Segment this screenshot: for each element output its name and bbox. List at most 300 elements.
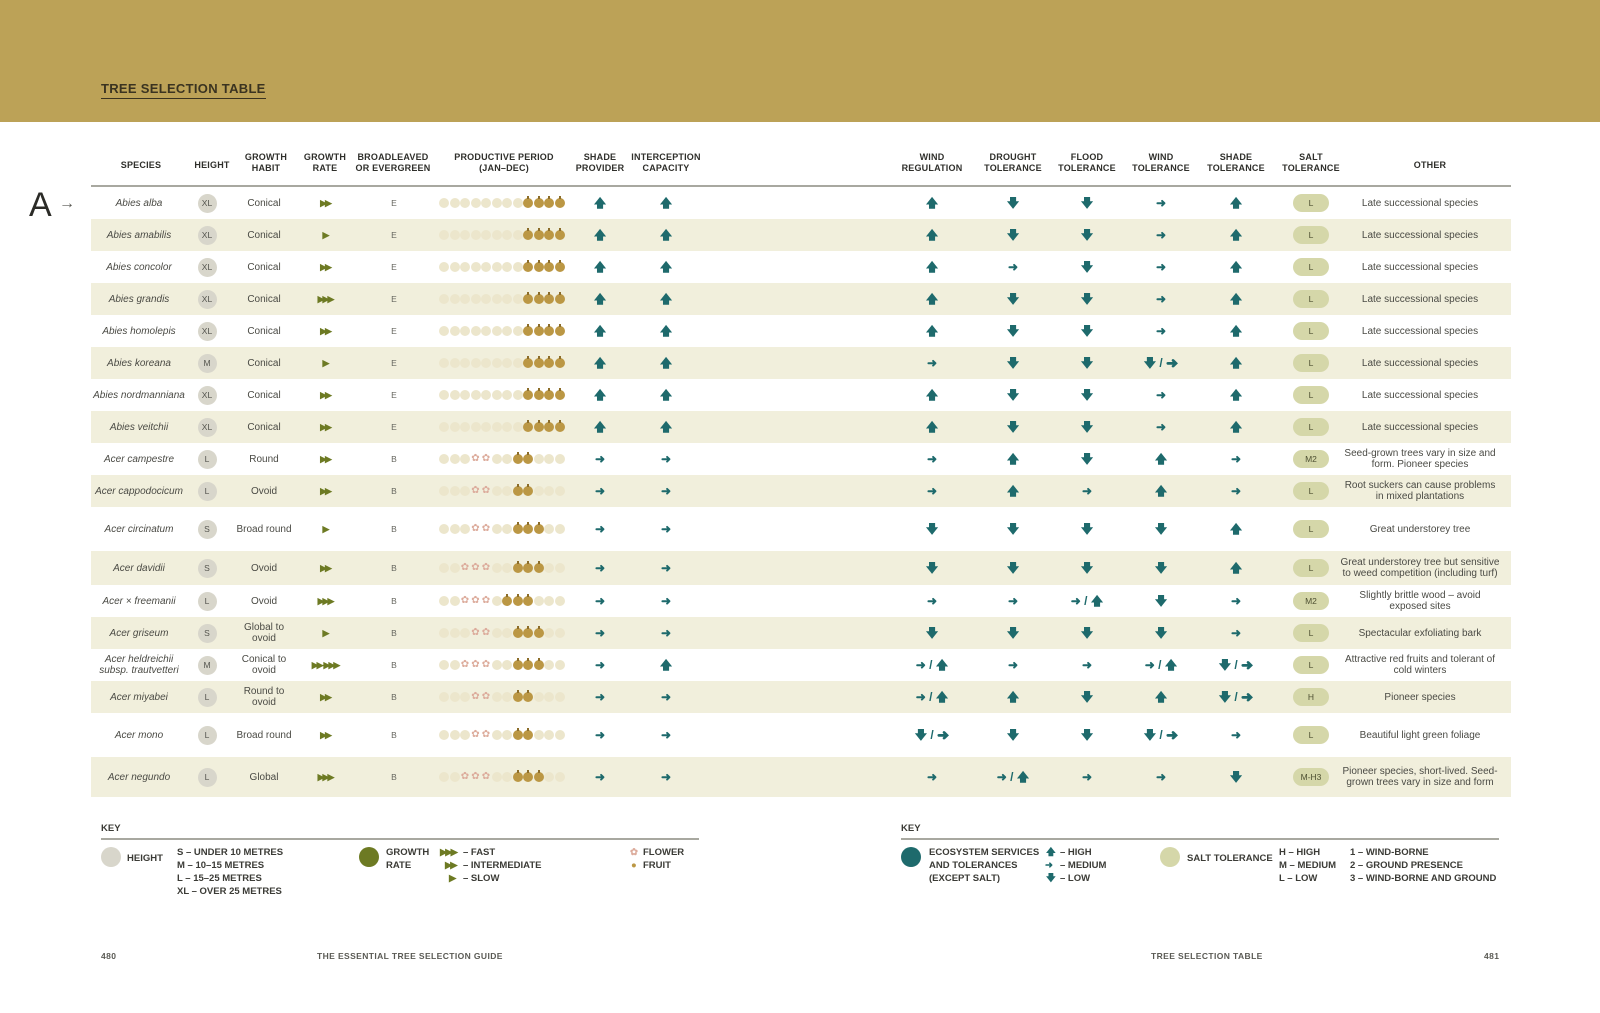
shade-provider-arrow-icon: 🡅 — [593, 355, 607, 370]
height-cell — [192, 187, 222, 219]
flood-tolerance-arrow-icon: ➜ — [1081, 657, 1093, 672]
fruit-icon — [523, 294, 533, 304]
month-dot — [471, 390, 481, 400]
flower-icon: ✿ — [481, 453, 491, 464]
fruit-icon — [534, 390, 544, 400]
salt-tolerance — [1276, 347, 1346, 379]
height-badge: L — [198, 592, 217, 611]
salt-level-high: H – HIGH — [1279, 847, 1321, 858]
growth-key-circle — [359, 847, 379, 867]
month-dot — [471, 262, 481, 272]
height-key-line-3: L – 15–25 METRES — [177, 873, 262, 884]
growth-habit: Conical — [247, 229, 281, 241]
productive-period — [432, 649, 572, 681]
month-dot — [439, 390, 449, 400]
growth-key-label-2: RATE — [386, 860, 412, 871]
month-dot — [481, 294, 491, 304]
fruit-icon — [523, 596, 533, 606]
flower-icon: ✿ — [481, 595, 491, 606]
species-name: Abies grandis — [108, 293, 170, 305]
interception-arrow-icon: ➜ — [660, 560, 672, 575]
month-dot — [460, 422, 470, 432]
month-dot — [555, 454, 565, 464]
table-row — [91, 649, 1511, 681]
interception-arrow-icon: 🡅 — [659, 355, 673, 370]
flower-icon: ✿ — [481, 691, 491, 702]
flower-icon: ✿ — [471, 771, 480, 782]
species-name: Abies veitchii — [109, 421, 169, 433]
species-name: Abies alba — [115, 197, 163, 209]
salt-badge: L — [1293, 386, 1329, 404]
month-dot — [450, 660, 460, 670]
fruit-icon — [555, 230, 565, 240]
species-name: Abies amabilis — [106, 229, 172, 241]
wind-regulation-arrow-icon: ➜ — [926, 355, 938, 370]
height-badge: L — [198, 482, 217, 501]
broadleaved-evergreen: B — [391, 659, 397, 670]
productive-period — [432, 713, 572, 757]
height-badge: XL — [198, 386, 217, 405]
height-badge: L — [198, 688, 217, 707]
drought-tolerance-arrow-icon: 🡇 — [1006, 521, 1020, 536]
height-cell — [192, 585, 222, 617]
flood-tolerance-arrow-icon: 🡇 — [1080, 291, 1094, 306]
broadleaved-evergreen: B — [391, 453, 397, 464]
month-dot — [460, 262, 470, 272]
month-dot — [544, 486, 554, 496]
height-cell — [192, 507, 222, 551]
interception-arrow-icon: 🡅 — [659, 195, 673, 210]
shade-tolerance-arrow-icon: 🡅 — [1229, 521, 1243, 536]
wind-tolerance-arrow-icon: ➜ — [1155, 419, 1167, 434]
shade-tolerance-arrow-icon: ➜ — [1230, 727, 1242, 742]
month-dot — [439, 730, 449, 740]
wind-tolerance-arrow-icon: 🡅 — [1154, 689, 1168, 704]
wind-regulation-arrow-icon: 🡇 / ➜ — [914, 727, 950, 742]
other-notes: Great understorey tree but sensitive to weed competition (including turf) — [1340, 557, 1500, 579]
shade-tolerance-arrow-icon: 🡅 — [1229, 259, 1243, 274]
wind-regulation-arrow-icon: ➜ — [926, 769, 938, 784]
header-growth-habit: GROWTH HABIT — [244, 152, 288, 173]
other-notes: Pioneer species, short-lived. Seed-grown trees vary in size and form — [1342, 766, 1498, 788]
fruit-icon — [513, 730, 523, 740]
month-dot — [450, 422, 460, 432]
table-row — [91, 379, 1511, 411]
other-notes: Late successional species — [1361, 389, 1479, 401]
wind-regulation-arrow-icon: 🡅 — [925, 323, 939, 338]
flood-tolerance-arrow-icon: 🡇 — [1080, 419, 1094, 434]
height-cell — [192, 347, 222, 379]
header-species: SPECIES — [120, 160, 162, 170]
height-badge: M — [198, 656, 217, 675]
broadleaved-evergreen: E — [391, 357, 397, 368]
table-row — [91, 757, 1511, 797]
table-row — [91, 347, 1511, 379]
broadleaved-evergreen: B — [391, 595, 397, 606]
month-dot — [460, 358, 470, 368]
salt-tolerance — [1276, 315, 1346, 347]
month-dot — [502, 422, 512, 432]
month-dot — [460, 294, 470, 304]
month-dot — [502, 772, 512, 782]
interception-arrow-icon: 🡅 — [659, 323, 673, 338]
footer-section-title: TREE SELECTION TABLE — [1151, 951, 1263, 961]
month-dot — [492, 230, 502, 240]
table-row — [91, 219, 1511, 251]
salt-tolerance — [1276, 713, 1346, 757]
fruit-icon — [534, 524, 544, 534]
salt-badge: L — [1293, 354, 1329, 372]
species-name: Acer circinatum — [104, 523, 174, 535]
fruit-icon — [523, 563, 533, 573]
species-name: Acer cappodocicum — [95, 485, 183, 497]
month-dot — [544, 730, 554, 740]
height-cell — [192, 757, 222, 797]
drought-tolerance-arrow-icon: ➜ — [1007, 657, 1019, 672]
flower-icon: ✿ — [460, 595, 470, 606]
month-dot — [555, 486, 565, 496]
flower-icon: ✿ — [481, 771, 491, 782]
month-dot — [492, 486, 502, 496]
month-dot — [439, 596, 449, 606]
high-key-label: – HIGH — [1060, 847, 1092, 858]
month-dot — [502, 294, 512, 304]
flower-icon: ✿ — [460, 771, 470, 782]
growth-rate-icon: ▶▶ — [320, 729, 330, 740]
drought-tolerance-arrow-icon: 🡇 — [1006, 227, 1020, 242]
flood-tolerance-arrow-icon: 🡇 — [1080, 355, 1094, 370]
shade-tolerance-arrow-icon: 🡇 — [1229, 769, 1243, 784]
month-dot — [544, 772, 554, 782]
flood-tolerance-arrow-icon: 🡇 — [1080, 689, 1094, 704]
shade-provider-arrow-icon: 🡅 — [593, 227, 607, 242]
growth-rate-icon: ▶▶ - ▶▶▶ — [311, 659, 339, 670]
month-dot — [555, 692, 565, 702]
growth-rate-icon: ▶▶ — [320, 691, 330, 702]
broadleaved-evergreen: B — [391, 523, 397, 534]
flower-icon: ✿ — [471, 562, 480, 573]
drought-tolerance-arrow-icon: 🡇 — [1006, 291, 1020, 306]
month-dot — [502, 198, 512, 208]
fruit-icon — [513, 772, 523, 782]
species-name: Acer mono — [114, 729, 164, 741]
shade-provider-arrow-icon: ➜ — [594, 521, 606, 536]
flood-tolerance-arrow-icon: 🡇 — [1080, 387, 1094, 402]
interception-arrow-icon: ➜ — [660, 769, 672, 784]
fruit-icon — [544, 326, 554, 336]
month-dot — [502, 262, 512, 272]
height-key-label: HEIGHT — [127, 853, 163, 864]
flower-icon: ✿ — [481, 659, 491, 670]
salt-tolerance — [1276, 219, 1346, 251]
salt-level-medium: M – MEDIUM — [1279, 860, 1336, 871]
table-row — [91, 713, 1511, 757]
month-dot — [513, 358, 523, 368]
section-letter: A — [29, 186, 52, 224]
header-wind-tolerance: WIND TOLERANCE — [1132, 152, 1190, 173]
month-dot — [534, 730, 544, 740]
shade-provider-arrow-icon: 🡅 — [593, 195, 607, 210]
height-cell — [192, 681, 222, 713]
fruit-icon — [544, 294, 554, 304]
height-badge: XL — [198, 418, 217, 437]
shade-tolerance-arrow-icon: 🡅 — [1229, 291, 1243, 306]
wind-regulation-arrow-icon: ➜ — [926, 483, 938, 498]
fruit-icon — [544, 422, 554, 432]
fruit-icon — [534, 198, 544, 208]
month-dot — [460, 326, 470, 336]
month-dot — [492, 563, 502, 573]
month-dot — [492, 660, 502, 670]
month-dot — [555, 772, 565, 782]
month-dot — [513, 198, 523, 208]
salt-badge: H — [1293, 688, 1329, 706]
productive-period — [432, 757, 572, 797]
month-dot — [460, 230, 470, 240]
species-name: Acer miyabei — [110, 691, 168, 703]
month-dot — [460, 524, 470, 534]
fruit-icon — [513, 454, 523, 464]
other-notes: Pioneer species — [1384, 691, 1456, 703]
flower-icon: ✿ — [481, 562, 491, 573]
month-dot — [439, 326, 449, 336]
flood-tolerance-arrow-icon: 🡇 — [1080, 451, 1094, 466]
height-cell — [192, 219, 222, 251]
growth-habit: Ovoid — [250, 595, 278, 607]
interception-arrow-icon: ➜ — [660, 483, 672, 498]
header-wind-regulation: WIND REGULATION — [901, 152, 963, 173]
month-dot — [450, 326, 460, 336]
growth-key-label-1: GROWTH — [386, 847, 430, 858]
fruit-icon — [523, 772, 533, 782]
growth-rate-icon: ▶▶ — [320, 421, 330, 432]
flood-tolerance-arrow-icon: 🡇 — [1080, 521, 1094, 536]
month-dot — [471, 358, 481, 368]
month-dot — [460, 198, 470, 208]
month-dot — [481, 390, 491, 400]
flower-icon: ✿ — [471, 729, 480, 740]
growth-rate-icon: ▶▶ — [320, 485, 330, 496]
month-dot — [450, 563, 460, 573]
fruit-icon — [523, 230, 533, 240]
table-row — [91, 551, 1511, 585]
month-dot — [439, 628, 449, 638]
flower-icon: ✿ — [460, 659, 470, 670]
shade-provider-arrow-icon: ➜ — [594, 625, 606, 640]
drought-tolerance-arrow-icon: 🡇 — [1006, 560, 1020, 575]
wind-tolerance-arrow-icon: ➜ — [1155, 291, 1167, 306]
fruit-icon — [555, 390, 565, 400]
growth-habit: Global — [249, 771, 279, 783]
productive-period — [432, 379, 572, 411]
wind-regulation-arrow-icon: 🡅 — [925, 195, 939, 210]
month-dot — [502, 730, 512, 740]
productive-period — [432, 219, 572, 251]
fruit-icon — [534, 628, 544, 638]
header-interception: INTERCEPTION CAPACITY — [631, 152, 701, 173]
fruit-icon — [513, 692, 523, 702]
productive-period — [432, 347, 572, 379]
high-arrow-icon: 🡅 — [1046, 847, 1056, 858]
salt-badge: L — [1293, 226, 1329, 244]
salt-tolerance — [1276, 187, 1346, 219]
salt-tolerance — [1276, 757, 1346, 797]
month-dot — [534, 596, 544, 606]
fruit-icon — [523, 692, 533, 702]
flood-tolerance-arrow-icon: 🡇 — [1080, 227, 1094, 242]
interception-arrow-icon: 🡅 — [659, 227, 673, 242]
month-dot — [502, 486, 512, 496]
broadleaved-evergreen: E — [391, 261, 397, 272]
shade-provider-arrow-icon: ➜ — [594, 657, 606, 672]
fruit-icon — [555, 262, 565, 272]
growth-rate-icon: ▶▶ — [320, 261, 330, 272]
interception-arrow-icon: 🡅 — [659, 387, 673, 402]
fast-icon: ▶▶▶ — [440, 847, 456, 858]
shade-provider-arrow-icon: 🡅 — [593, 323, 607, 338]
flower-icon: ✿ — [471, 627, 480, 638]
salt-tolerance — [1276, 585, 1346, 617]
flower-icon: ✿ — [471, 595, 480, 606]
productive-period — [432, 681, 572, 713]
shade-tolerance-arrow-icon: 🡅 — [1229, 227, 1243, 242]
month-dot — [481, 326, 491, 336]
growth-habit: Conical to ovoid — [241, 654, 287, 676]
wind-tolerance-arrow-icon: ➜ — [1155, 227, 1167, 242]
salt-tolerance — [1276, 251, 1346, 283]
growth-rate-icon: ▶ — [322, 229, 328, 240]
month-dot — [502, 563, 512, 573]
salt-type-1: 1 – WIND-BORNE — [1350, 847, 1429, 858]
shade-tolerance-arrow-icon: ➜ — [1230, 483, 1242, 498]
species-name: Abies koreana — [107, 357, 171, 369]
productive-period — [432, 411, 572, 443]
height-key-line-2: M – 10–15 METRES — [177, 860, 265, 871]
fruit-icon — [555, 358, 565, 368]
fruit-icon — [523, 198, 533, 208]
salt-badge: L — [1293, 258, 1329, 276]
growth-habit: Conical — [247, 389, 281, 401]
height-badge: XL — [198, 258, 217, 277]
shade-tolerance-arrow-icon: 🡅 — [1229, 195, 1243, 210]
fruit-icon — [523, 326, 533, 336]
eco-key-line-1: ECOSYSTEM SERVICES — [929, 847, 1040, 858]
wind-tolerance-arrow-icon: ➜ / 🡅 — [1144, 657, 1178, 672]
month-dot — [492, 198, 502, 208]
header-height: HEIGHT — [194, 160, 230, 170]
month-dot — [555, 596, 565, 606]
salt-badge: L — [1293, 624, 1329, 642]
month-dot — [544, 524, 554, 534]
broadleaved-evergreen: E — [391, 197, 397, 208]
month-dot — [460, 454, 470, 464]
flood-tolerance-arrow-icon: 🡇 — [1080, 727, 1094, 742]
month-dot — [513, 262, 523, 272]
intermediate-icon: ▶▶ — [445, 860, 456, 871]
eco-key-line-2: AND TOLERANCES — [929, 860, 1018, 871]
flood-tolerance-arrow-icon: ➜ / 🡅 — [1070, 593, 1104, 608]
fruit-icon — [534, 326, 544, 336]
salt-tolerance — [1276, 617, 1346, 649]
height-cell — [192, 411, 222, 443]
month-dot — [492, 326, 502, 336]
drought-tolerance-arrow-icon: ➜ — [1007, 259, 1019, 274]
shade-provider-arrow-icon: 🡅 — [593, 291, 607, 306]
growth-habit: Conical — [247, 325, 281, 337]
month-dot — [492, 692, 502, 702]
species-name: Acer campestre — [103, 453, 175, 465]
productive-period — [432, 187, 572, 219]
fruit-icon — [544, 390, 554, 400]
month-dot — [450, 358, 460, 368]
wind-tolerance-arrow-icon: 🡇 — [1154, 521, 1168, 536]
other-notes: Late successional species — [1361, 357, 1479, 369]
other-notes: Great understorey tree — [1369, 523, 1471, 535]
month-dot — [450, 692, 460, 702]
month-dot — [502, 660, 512, 670]
month-dot — [439, 198, 449, 208]
key-right-rule — [901, 838, 1499, 840]
shade-provider-arrow-icon: ➜ — [594, 593, 606, 608]
month-dot — [502, 358, 512, 368]
productive-period — [432, 507, 572, 551]
flood-tolerance-arrow-icon: 🡇 — [1080, 195, 1094, 210]
wind-regulation-arrow-icon: ➜ / 🡅 — [915, 689, 949, 704]
growth-rate-icon: ▶▶ — [320, 197, 330, 208]
productive-period — [432, 585, 572, 617]
fruit-icon — [544, 198, 554, 208]
salt-badge: M-H3 — [1293, 768, 1329, 786]
productive-period — [432, 283, 572, 315]
growth-habit: Broad round — [236, 523, 292, 535]
fruit-icon — [523, 358, 533, 368]
fruit-icon — [523, 486, 533, 496]
other-notes: Late successional species — [1361, 325, 1479, 337]
month-dot — [492, 730, 502, 740]
shade-tolerance-arrow-icon: 🡅 — [1229, 355, 1243, 370]
broadleaved-evergreen: B — [391, 691, 397, 702]
month-dot — [544, 692, 554, 702]
month-dot — [492, 524, 502, 534]
fruit-icon — [513, 563, 523, 573]
month-dot — [450, 596, 460, 606]
height-badge: L — [198, 450, 217, 469]
flood-tolerance-arrow-icon: 🡇 — [1080, 259, 1094, 274]
table-row — [91, 507, 1511, 551]
month-dot — [481, 358, 491, 368]
month-dot — [502, 390, 512, 400]
salt-type-2: 2 – GROUND PRESENCE — [1350, 860, 1463, 871]
eco-key-circle — [901, 847, 921, 867]
month-dot — [439, 422, 449, 432]
month-dot — [555, 563, 565, 573]
salt-badge: L — [1293, 559, 1329, 577]
low-arrow-icon: 🡇 — [1046, 873, 1056, 884]
salt-badge: L — [1293, 322, 1329, 340]
month-dot — [534, 486, 544, 496]
broadleaved-evergreen: B — [391, 771, 397, 782]
interception-arrow-icon: ➜ — [660, 593, 672, 608]
wind-regulation-arrow-icon: 🡇 — [925, 625, 939, 640]
drought-tolerance-arrow-icon: 🡇 — [1006, 355, 1020, 370]
height-badge: S — [198, 520, 217, 539]
month-dot — [502, 454, 512, 464]
table-row — [91, 585, 1511, 617]
table-row — [91, 617, 1511, 649]
header-shade-tolerance: SHADE TOLERANCE — [1207, 152, 1265, 173]
salt-tolerance — [1276, 379, 1346, 411]
flower-icon: ✿ — [481, 729, 491, 740]
